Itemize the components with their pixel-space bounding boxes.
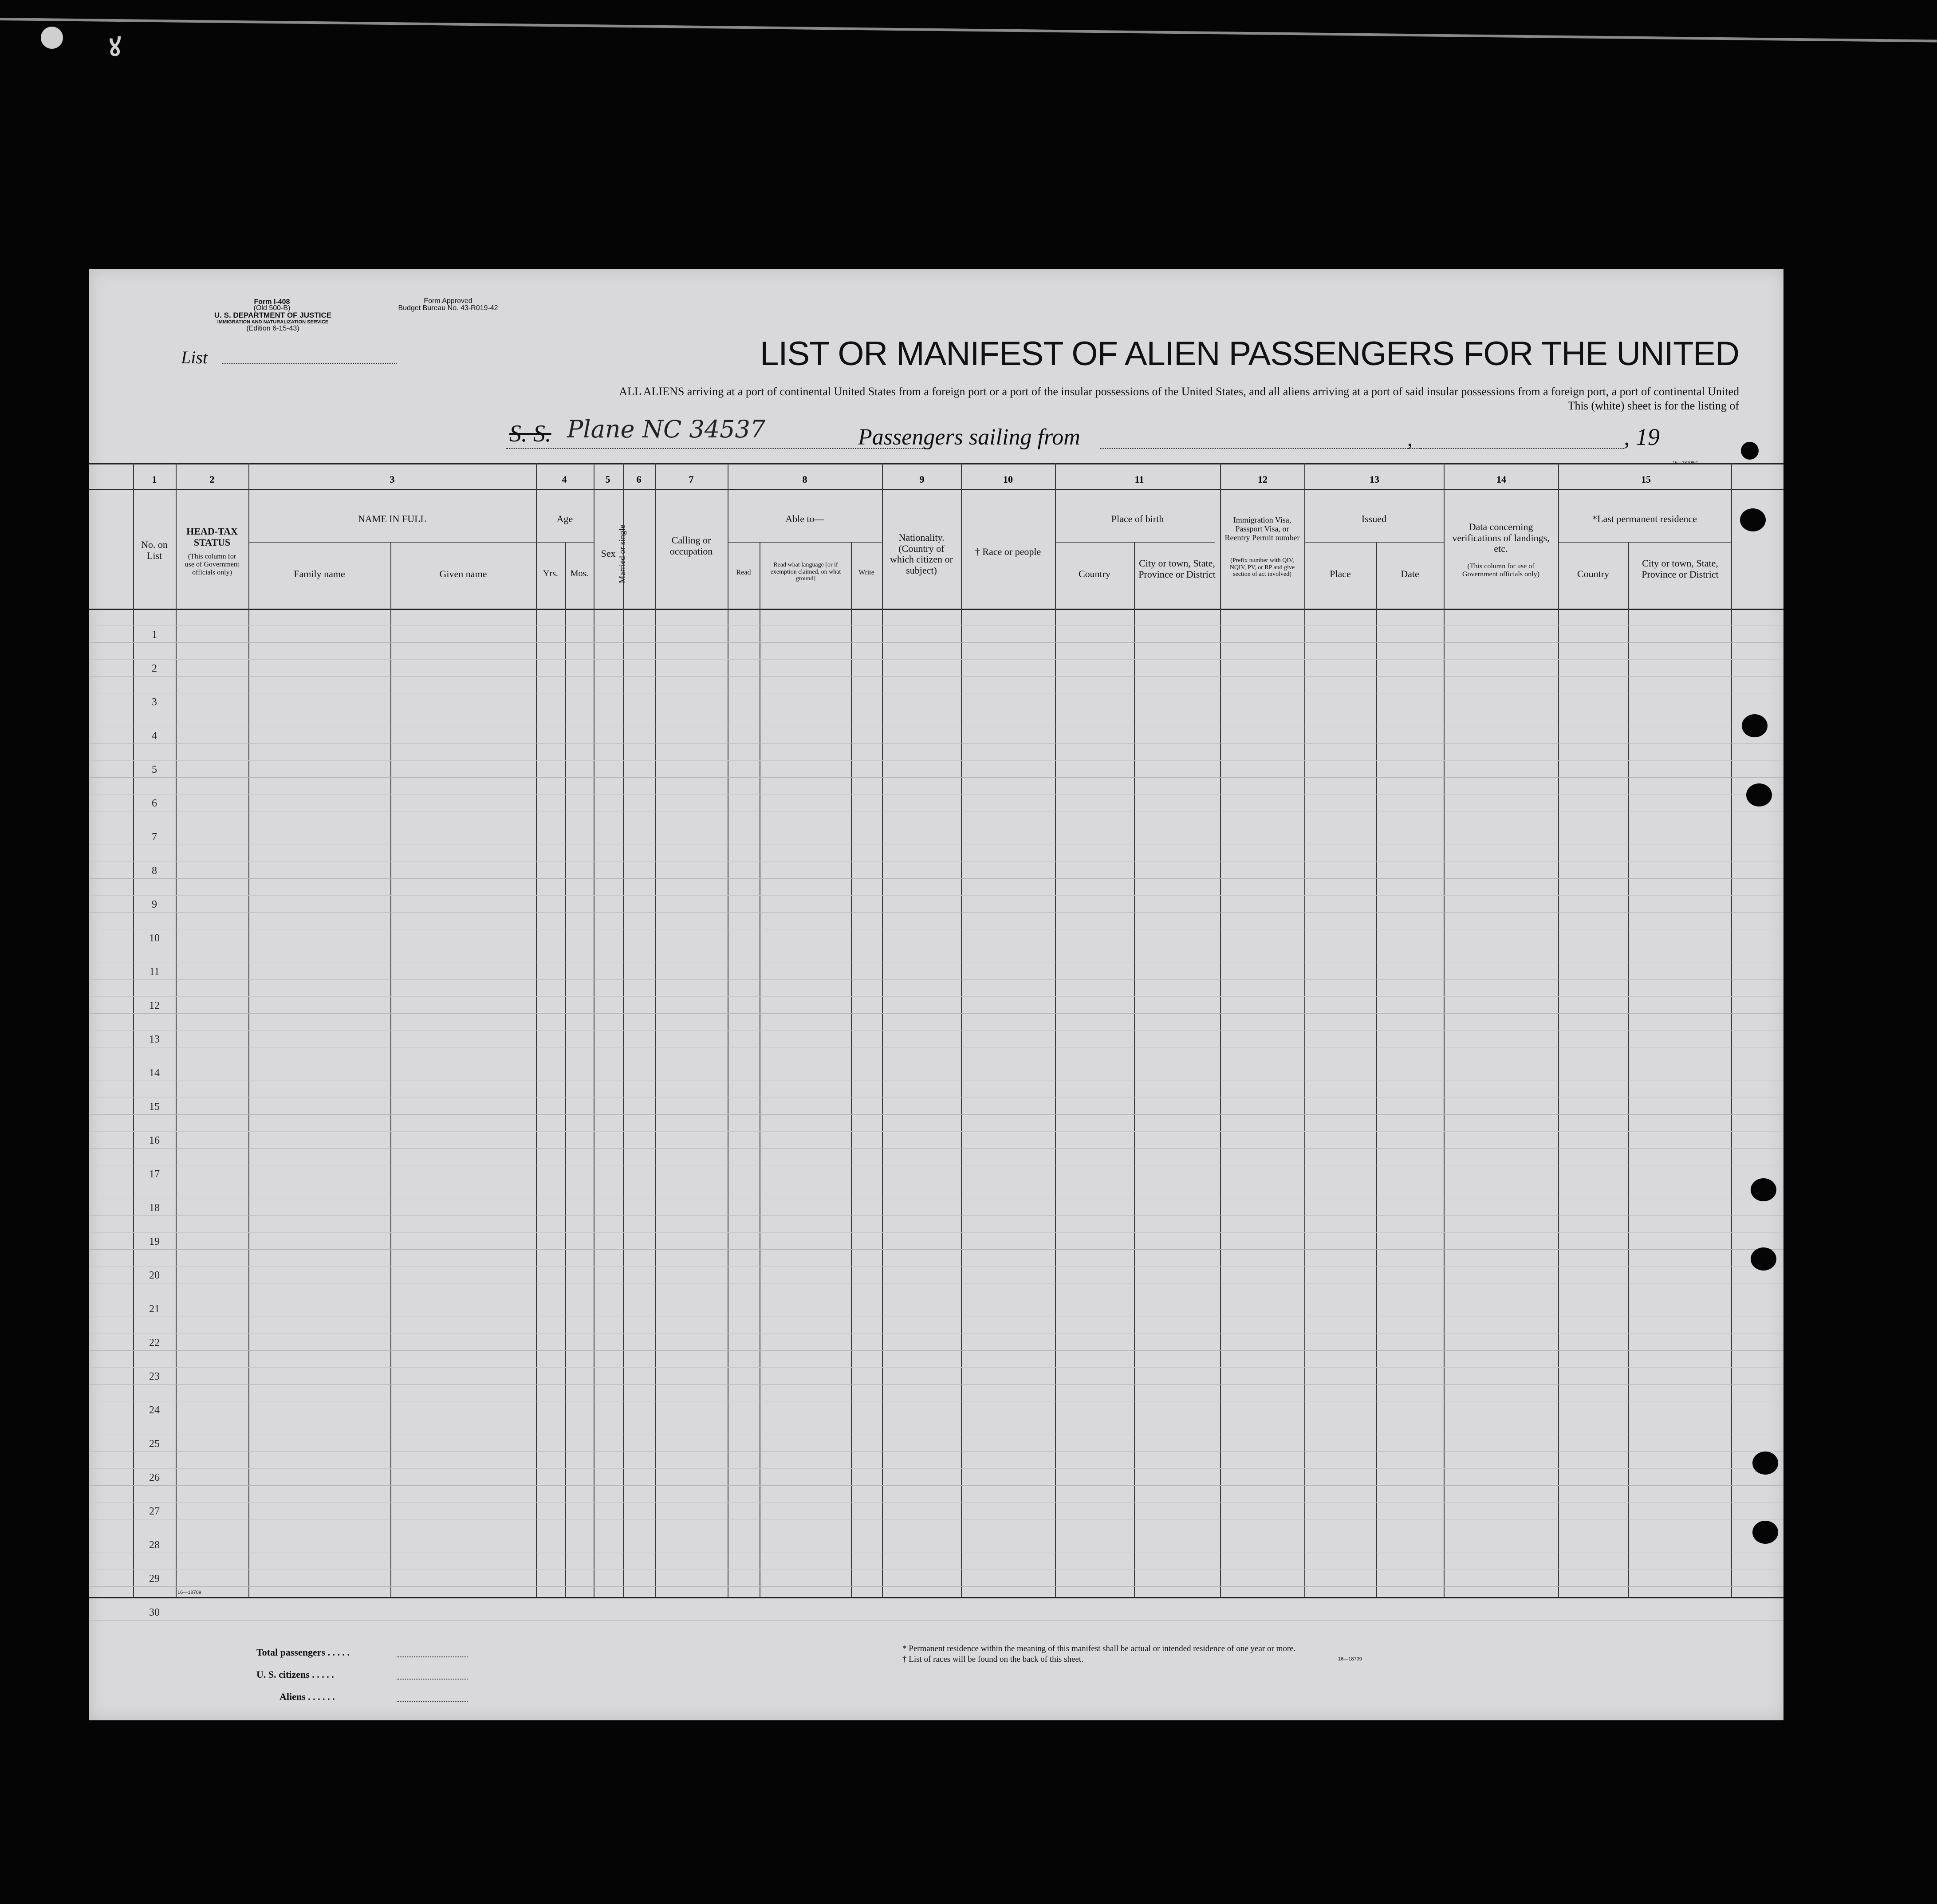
issued-subheader-rule [1304,542,1444,543]
header-able-to: Able to— [785,513,824,524]
column-number: 5 [605,474,610,485]
column-number: 15 [1641,474,1651,485]
header-place-of-birth: Place of birth [1111,513,1164,524]
row-rule [89,1586,1783,1587]
row-number: 20 [149,1270,160,1281]
col-line-4b [565,542,566,1597]
header-calling: Calling or occupation [669,535,713,557]
row-number: 28 [149,1539,160,1551]
row-number: 3 [152,696,157,708]
name-subheader-rule [248,542,536,543]
header-issued: Issued [1361,513,1387,524]
row-number: 27 [149,1506,160,1517]
column-number: 10 [1003,474,1013,485]
punch-hole [1746,783,1772,806]
row-number: 19 [149,1236,160,1247]
row-rule [89,777,1783,778]
header-race: † Race or people [975,546,1041,557]
punch-hole [1740,508,1766,531]
row-number: 1 [152,629,157,641]
manifest-subtitle-line1: ALL ALIENS arriving at a port of continental United States from a foreign port or a port of the insular possessions of the United States, and all aliens arriving at a port of said insular possessions from a foreign port, a port of continental United [619,385,1739,398]
budget-bureau-number: Budget Bureau No. 43-R019-42 [398,304,498,312]
row-number: 24 [149,1404,160,1416]
manifest-title: LIST OR MANIFEST OF ALIEN PASSENGERS FOR THE UNITED [760,335,1739,373]
header-last-residence: *Last permanent residence [1592,513,1697,524]
print-code-top: 16—18709-1 [1673,460,1698,465]
header-top-rule [89,463,1783,464]
table-bottom-rule [89,1597,1783,1598]
row-number: 13 [149,1034,160,1045]
punch-hole [1751,1247,1776,1271]
ship-prefix: S. S. [509,420,551,447]
header-data-note: (This column for use of Government officials only) [1462,563,1539,578]
column-number: 7 [689,474,694,485]
col-line-11b [1134,542,1135,1597]
manifest-subtitle-line2: This (white) sheet is for the listing of [1567,399,1739,412]
form-edition: (Edition 6-15-43) [246,325,299,332]
print-code-left: 16—18709 [177,1590,201,1595]
manifest-sheet [89,269,1783,1720]
column-number: 2 [209,474,215,485]
header-sex: Sex [601,548,616,559]
header-mos: Mos. [570,569,589,578]
row-number: 7 [152,831,157,843]
punch-hole [1752,1521,1778,1544]
punch-hole [1751,1178,1776,1201]
row-rule-faint [89,625,1783,626]
row-number: 4 [152,730,157,742]
row-number: 14 [149,1067,160,1079]
year-prefix: , 19 [1624,424,1660,450]
row-number: 26 [149,1472,160,1483]
row-rule [89,1384,1783,1385]
header-birth-city: City or town, State, Province or District [1138,558,1216,580]
header-data-concerning: Data concerning verifications of landings, etc. [1452,521,1550,555]
form-approved: Form Approved [424,297,472,305]
film-edge [0,18,1937,43]
header-residence-city: City or town, State, Province or District [1642,558,1719,580]
residence-subheader-rule [1558,542,1731,543]
row-number: 12 [149,1000,160,1011]
film-hole-marker [41,27,63,49]
header-visa-note: (Prefix number with QIV, NQIV, PV, or RP and give section of act involved) [1229,557,1295,578]
row-number: 6 [152,798,157,809]
row-rule-faint [89,760,1783,761]
birth-subheader-rule [1055,542,1215,543]
row-number: 10 [149,932,160,944]
row-number: 2 [152,663,157,674]
footnote-residence: * Permanent residence within the meaning of this manifest shall be actual or intended residence of one year or more. [902,1644,1296,1653]
row-number: 9 [152,899,157,910]
header-issued-date: Date [1401,568,1419,579]
col-line-15b [1628,542,1629,1597]
row-rule-faint [89,1468,1783,1469]
header-name-in-full: NAME IN FULL [358,513,426,524]
able-subheader-rule [728,542,882,543]
row-rule-faint [89,1266,1783,1267]
row-rule [89,1485,1783,1486]
column-number-rule [89,489,1783,490]
ship-name-handwritten: Plane NC 34537 [567,415,766,443]
header-read: Read [736,569,751,576]
header-head-tax: HEAD-TAX STATUS [186,526,238,548]
header-family-name: Family name [294,568,345,579]
header-head-tax-note: (This column for use of Government officials only) [185,553,240,576]
column-number: 8 [802,474,807,485]
row-rule [89,1249,1783,1250]
service-name: IMMIGRATION AND NATURALIZATION SERVICE [217,319,329,325]
row-rule-faint [89,1367,1783,1368]
row-rule [89,1013,1783,1014]
row-rule [89,1114,1783,1115]
header-yrs: Yrs. [543,569,558,578]
header-issued-place: Place [1330,568,1351,579]
row-number: 5 [152,764,157,775]
row-rule-faint [89,659,1783,660]
footnote-print-code: 16—18709 [1338,1656,1362,1662]
form-number: Form I-408 [254,298,290,306]
column-number: 1 [152,474,157,485]
punch-hole [1752,1452,1778,1475]
age-subheader-rule [536,542,594,543]
row-number: 29 [149,1573,160,1585]
total-passengers-label: Total passengers . . . . . [256,1647,350,1658]
row-rule [89,642,1783,643]
col-line-8c [851,542,852,1597]
sailing-comma: , [1407,427,1413,451]
header-read-what-language: Read what language [or if exemption claimed, on what ground] [770,562,841,582]
column-number: 6 [636,474,642,485]
col-line-13b [1376,542,1377,1597]
total-passengers-line [397,1656,468,1657]
form-old-number: (Old 500-B) [253,304,291,312]
column-number: 9 [919,474,925,485]
aliens-line [397,1701,468,1702]
header-write: Write [858,569,874,576]
column-number: 4 [562,474,567,485]
column-number: 12 [1258,474,1268,485]
row-rule [89,1620,1783,1621]
column-number: 13 [1370,474,1379,485]
header-age: Age [556,513,573,524]
us-citizens-line [397,1679,468,1680]
footnote-races: † List of races will be found on the back of this sheet. [902,1655,1083,1664]
column-number: 14 [1496,474,1506,485]
punch-hole [1741,442,1759,460]
header-married-or-single: Married or single [618,524,627,583]
department-name: U. S. DEPARTMENT OF JUSTICE [214,311,332,319]
row-number: 22 [149,1337,160,1349]
row-rule-faint [89,895,1783,896]
row-number: 8 [152,865,157,877]
row-rule [89,878,1783,879]
us-citizens-label: U. S. citizens . . . . . [256,1669,334,1680]
row-number: 11 [149,966,160,978]
header-given-name: Given name [439,568,487,579]
row-rule-faint [89,1232,1783,1233]
date-fill-line [1420,448,1624,449]
row-number: 18 [149,1202,160,1214]
row-number: 21 [149,1303,160,1315]
row-rule [89,1148,1783,1149]
row-rule-faint [89,1030,1783,1031]
row-rule [89,676,1783,677]
row-number: 25 [149,1438,160,1450]
row-number: 23 [149,1371,160,1382]
row-number: 30 [149,1607,160,1618]
header-residence-country: Country [1577,568,1610,579]
row-number: 16 [149,1135,160,1146]
list-label: List [181,347,208,367]
column-number: 3 [390,474,395,485]
row-rule-faint [89,794,1783,795]
header-bottom-rule [89,609,1783,610]
film-marker-glyph: ꙋ [109,33,121,61]
row-rule-faint [89,1131,1783,1132]
header-nationality: Nationality. (Country of which citizen or subject) [890,532,953,576]
col-line-3b [390,542,391,1597]
passengers-sailing-label: Passengers sailing from [858,425,1080,450]
aliens-label: Aliens . . . . . . [280,1691,335,1702]
header-visa: Immigration Visa, Passport Visa, or Reentry Permit number [1224,515,1300,543]
row-number: 17 [149,1168,160,1180]
punch-hole [1742,714,1768,737]
row-rule [89,912,1783,913]
list-fill-line [222,363,397,364]
row-number: 15 [149,1101,160,1113]
header-no-on-list: No. on List [141,539,168,561]
header-birth-country: Country [1078,568,1111,579]
row-rule-faint [89,996,1783,997]
column-number: 11 [1134,474,1144,485]
row-rule-faint [89,1502,1783,1503]
row-rule [89,1350,1783,1351]
